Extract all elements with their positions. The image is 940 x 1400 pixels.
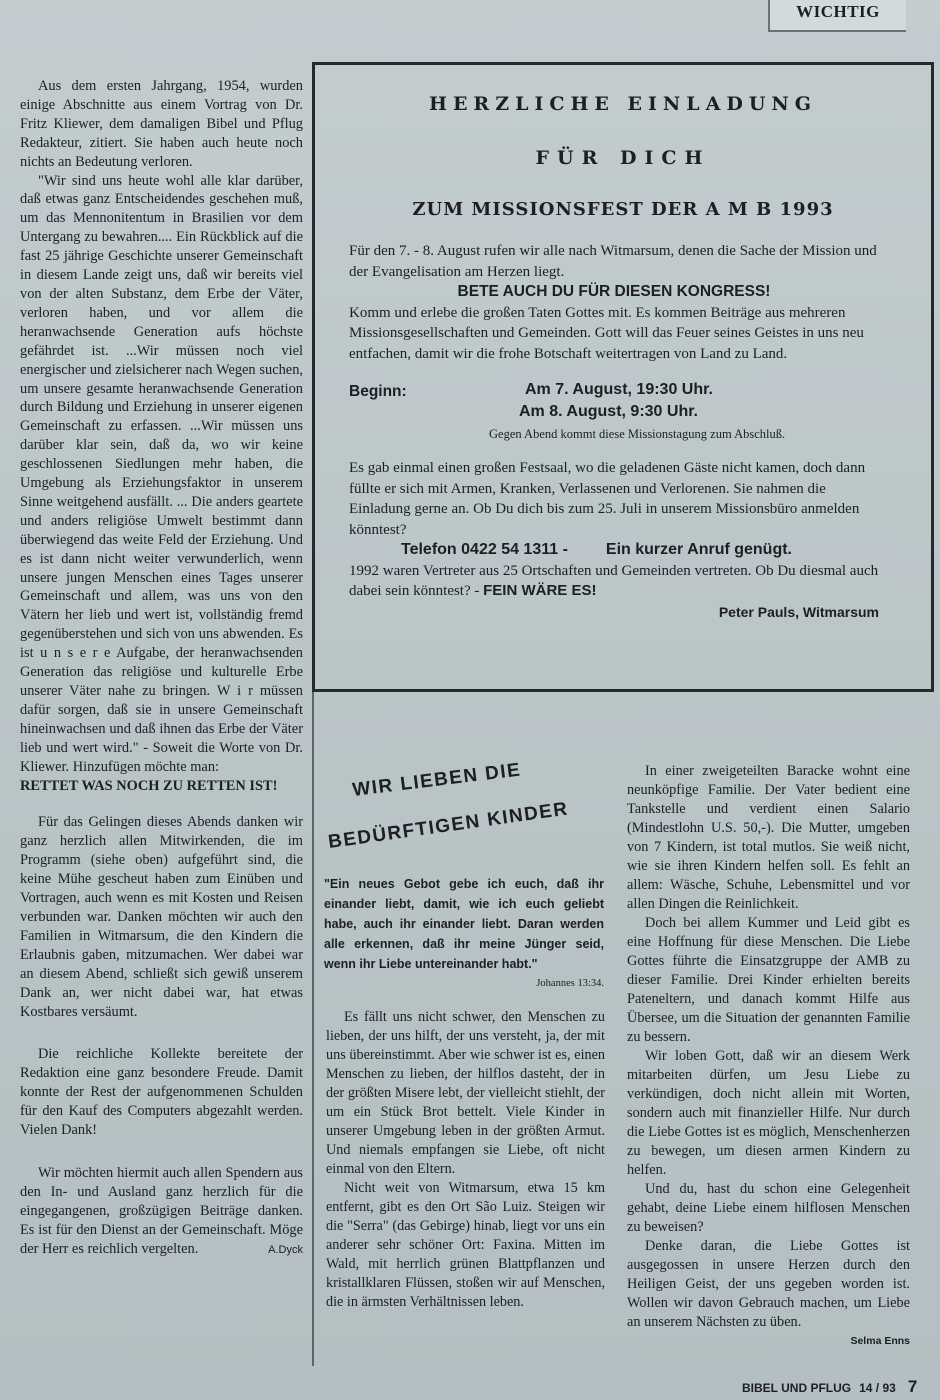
phone-number: Telefon 0422 54 1311 -	[401, 541, 568, 558]
children-article-title	[326, 760, 626, 860]
right-paragraph-3: Wir loben Gott, daß wir an diesem Werk mitarbeiten dürfen, um Jesu Liebe zu verkündigen, doch nicht allein mit Worten, sondern auch mit finanzieller Hilfe. Nur durch die Liebe Gottes ist es möglich, Menschenherzen zu bewegen, um diesen armen Kindern zu helfen.	[627, 1048, 910, 1178]
mid-paragraph-2: Nicht weit von Witmarsum, etwa 15 km entfernt, gibt es den Ort São Luiz. Steigen wir die "Serra" (das Gebirge) hinab, liegt vor uns ein anderer sehr schöner Ort: Faxina. Mitten im Wald, mit herrlich grünen Blattpflanzen und kristallklaren Flüssen, stoßen wir auf Menschen, die in ärmsten Verhältnissen leben.	[326, 1180, 605, 1310]
rettet-heading: RETTET WAS NOCH ZU RETTEN IST!	[20, 777, 278, 794]
issue-number: 14 / 93	[859, 1381, 896, 1395]
invitation-event-title: ZUM MISSIONSFEST DER A M B 1993	[412, 199, 834, 220]
phone-call-note: Ein kurzer Anruf genügt.	[605, 541, 792, 558]
magazine-name: BIBEL UND PFLUG	[742, 1381, 852, 1395]
page-footer	[742, 1377, 934, 1397]
invitation-title: HERZLICHE EINLADUNG	[429, 93, 817, 115]
right-paragraph-5: Denke daran, die Liebe Gottes ist ausgegossen in unsere Herzen durch den Heiligen Geist, der uns gegeben worden ist. Wollen wir davon Gebrauch machen, um Liebe an unserem Nächsten zu üben.	[627, 1238, 910, 1330]
middle-column	[326, 1008, 605, 1312]
schedule-day1: Am 7. August, 19:30 Uhr.	[525, 381, 713, 398]
kliewer-quote: "Wir sind uns heute wohl alle klar darüber, daß etwas ganz Entscheidendes geschehen muß, um das Mennonitentum in Brasilien vor dem Untergang zu bewahren.... Ein Rückblick auf die fast 25 jährige Geschichte unserer Gemeinschaft in diesem Lande zeigt uns, daß wir bereits viel von der alten Substanz, dem Erbe der Väter, verloren haben, und vor allem die heranwachsende Generation aufs höchste gefährdet ist. ...Wir müssen noch viel energischer und zielsicherer nach Wegen suchen, um unsere gesamte heranwachsende Generation durch Bildung und Erziehung in unserer eigenen Gemeinschaft zu erfassen. ...Wir müssen uns darüber klar sein, daß da, wo wir keine geschlossenen Siedlungen mehr haben, die Umgebung als Erziehungsfaktor in unserem Sinne weitgehend ausfällt. ... Die anders geartete und anders religiöse Umwelt bestimmt dann überwiegend das weite Feld der Erziehung. Und es ist dann nicht weiter verwunderlich, wenn unsere jungen Menschen eines Tages unserer Gemeinschaft und allem, was uns von den Vätern her lieb und wert ist, vollständig fremd gegenüberstehen und sich von uns abwenden. Es ist u n s e r e Aufgabe, der heranwachsenden Generation das religiöse und kulturelle Erbe unserer Väter nahe zu bringen. W i r müssen dafür sorgen, daß sie in unsere Gemeinschaft hineinwachsen und daß ihnen das Erbe der Väter lieb und wert wird." - Soweit die Worte von Dr. Kliewer. Hinzufügen möchte man:	[20, 172, 303, 775]
schedule	[349, 380, 879, 442]
right-paragraph-4: Und du, hast du schon eine Gelegenheit gehabt, deine Liebe einem hilflosen Menschen zu beweisen?	[627, 1181, 910, 1235]
invitation-signature: Peter Pauls, Witmarsum	[718, 603, 879, 620]
invitation-subtitle: FÜR DICH	[535, 147, 711, 169]
right-paragraph-2: Doch bei allem Kummer und Leid gibt es eine Hoffnung für diese Menschen. Die Liebe Gottes führte die Einsatzgruppe der AMB zu dieser Familie. Drei Kinder erhielten bereits Pateneltern, und danach kommt Hilfe aus Übersee, um die Situation der genannten Familie zu bessern.	[627, 915, 910, 1045]
author-signature: A.Dyck	[268, 1244, 303, 1257]
thanks-paragraph: Für das Gelingen dieses Abends danken wir ganz herzlich allen Mitwirkenden, die im Programm (siehe oben) aufgeführt sind, die keine Mühe gescheut haben zum Einüben und Vortragen, auch wenn es mit Kosten und Reisen verbunden war. Danken möchten wir auch den Familien in Witmarsum, die den Kindern die Erlaubnis gaben, mitzumachen. Wer dabei war an diesem Abend, schließt sich gewiß unserem Dank an, wer nicht dabei war, hat etwas Kostbares versäumt.	[20, 814, 303, 1020]
phone-row	[401, 540, 879, 561]
page-number: 7	[907, 1377, 918, 1396]
festsaal-paragraph: Es gab einmal einen großen Festsaal, wo die geladenen Gäste nicht kamen, doch dann füllte er sich mit Armen, Kranken, Verlassenen und Verlorenen. Sie nahmen die Einladung gerne an. Ob Du dich bis zum 25. Juli in unserem Missionsbüro anmelden könntest?	[349, 460, 866, 538]
collection-paragraph: Die reichliche Kollekte bereitete der Redaktion eine ganz besondere Freude. Damit konnte der Rest der aufgenommenen Schulden für den Kauf des Computers abgezahlt werden. Vielen Dank!	[20, 1046, 303, 1139]
bible-verse	[324, 874, 604, 994]
invitation-box	[312, 62, 934, 692]
fein-label: FEIN WÄRE ES!	[483, 582, 597, 599]
schedule-label: Beginn:	[349, 383, 407, 400]
mid-paragraph-1: Es fällt uns nicht schwer, den Menschen zu lieben, der uns hilft, der uns versteht, ja, der mit uns übereinstimmt. Aber wie schwer ist es, einen Menschen zu lieben, der hilflos dasteht, der in der größten Misere lebt, der vielleicht stiehlt, der um ein Stück Brot bettelt. Viele Kinder in unserer Umgebung leben in der größten Armut. Und niemals empfangen sie Liebe, oft nicht einmal von den Eltern.	[326, 1009, 605, 1177]
children-article-signature: Selma Enns	[850, 1335, 910, 1347]
schedule-day2: Am 8. August, 9:30 Uhr.	[519, 403, 698, 420]
schedule-note: Gegen Abend kommt diese Missionstagung zum Abschluß.	[489, 427, 786, 441]
verse-reference: Johannes 13:34.	[536, 978, 604, 989]
invitation-intro: Für den 7. - 8. August rufen wir alle nach Witmarsum, denen die Sache der Mission und der Evangelisation am Herzen liegt.	[349, 243, 877, 280]
prayer-call: BETE AUCH DU FÜR DIESEN KONGRESS!	[457, 283, 771, 300]
children-title-line1: WIR LIEBEN DIE	[351, 759, 523, 802]
donors-paragraph: Wir möchten hiermit auch allen Spendern aus den In- und Ausland ganz herzlich für die eingegangenen, großzügigen Beiträge danken. Es ist für den Dienst an der Gemeinschaft. Möge der Herr es reichlich vergelten.	[20, 1164, 303, 1257]
invitation-description: Komm und erlebe die großen Taten Gottes mit. Es kommen Beiträge aus mehreren Missionsgesellschaften und Gemeinden. Gott will das Feuer seines Geistes in uns neu entfachen, damit wir die frohe Botschaft weitertragen von Land zu Land.	[349, 304, 864, 362]
right-column	[627, 762, 910, 1351]
attendance-paragraph: 1992 waren Vertreter aus 25 Ortschaften und Gemeinden vertreten. Ob Du diesmal auch dabei sein könntest? - FEIN WÄRE ES!	[349, 562, 879, 599]
invitation-body	[349, 241, 879, 622]
left-column	[20, 77, 303, 1260]
intro-paragraph: Aus dem ersten Jahrgang, 1954, wurden einige Abschnitte aus einem Vortrag von Dr. Fritz Kliewer, dem damaligen Bibel und Pflug Redakteur, zitiert. Sie haben auch heute noch nichts an Bedeutung verloren.	[20, 78, 303, 170]
right-paragraph-1: In einer zweigeteilten Baracke wohnt eine neunköpfige Familie. Der Vater bedient eine Tankstelle und verdient einen Salario (Mindestlohn U.S. 50,-). Die Mutter, umgeben von 7 Kindern, ist total mutlos. Sie weiß nicht, wie sie ihren Kindern helfen soll. Es fehlt an allem: Wäsche, Schuhe, Lebensmittel und vor allen Dingen die Reinlichkeit.	[627, 763, 910, 912]
section-tab: WICHTIG	[768, 0, 906, 32]
children-title-line2: BEDÜRFTIGEN KINDER	[326, 798, 570, 854]
verse-text: "Ein neues Gebot gebe ich euch, daß ihr einander liebt, damit, wie ich euch geliebt habe, auch ihr einander liebt. Daran werden alle erkennen, daß ihr meine Jünger seid, wenn ihr Liebe untereinander habt."	[324, 877, 604, 971]
